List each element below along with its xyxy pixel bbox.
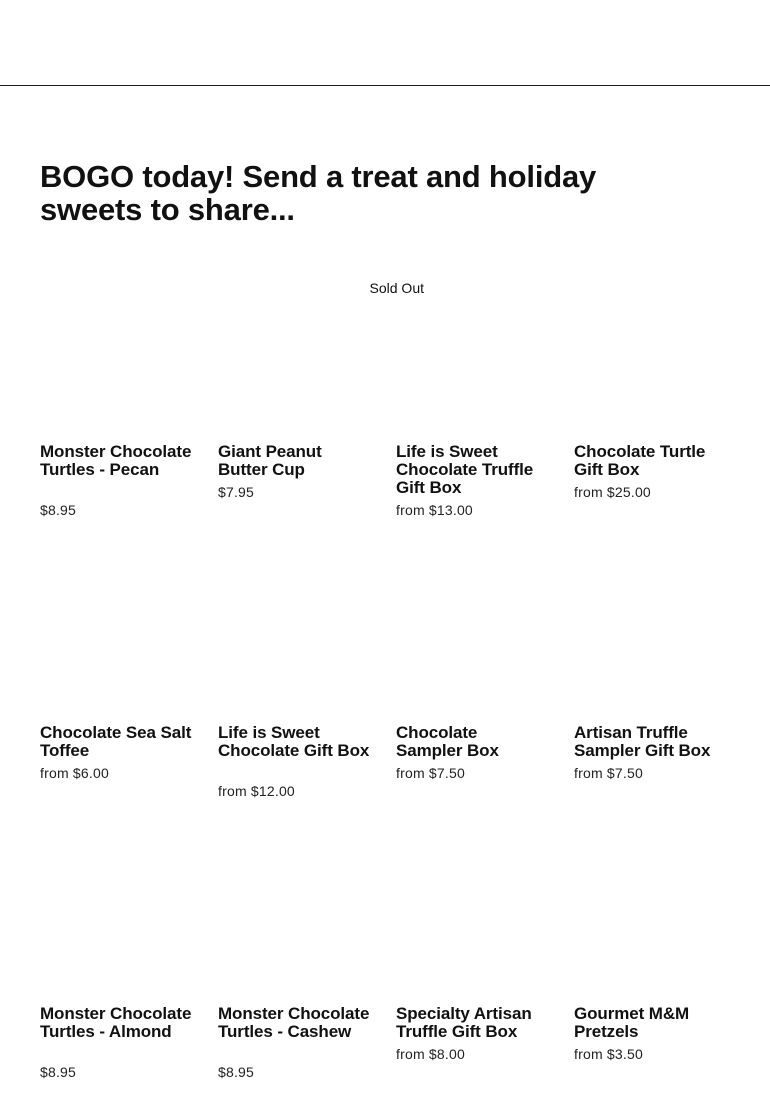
product-title[interactable]: Chocolate Sampler Box — [396, 723, 499, 760]
product-card[interactable] — [40, 828, 218, 1109]
product-image[interactable] — [396, 266, 546, 436]
product-card[interactable] — [574, 547, 752, 828]
product-card[interactable] — [40, 547, 218, 828]
product-title[interactable]: Chocolate Sea Salt Toffee — [40, 723, 192, 760]
product-title[interactable]: Gourmet M&M Pretzels — [574, 1004, 690, 1041]
product-price: from $25.00 — [574, 484, 651, 500]
product-image[interactable] — [40, 828, 190, 998]
product-image[interactable] — [574, 828, 724, 998]
product-price: $8.95 — [40, 1064, 77, 1080]
product-title[interactable]: Specialty Artisan Truffle Gift Box — [396, 1004, 532, 1041]
product-image[interactable] — [396, 547, 546, 717]
product-title[interactable]: Monster Chocolate Turtles - Almond — [40, 1004, 192, 1041]
product-price: $7.95 — [218, 484, 255, 500]
sold-out-badge: Sold Out — [369, 280, 424, 296]
product-image[interactable] — [40, 547, 190, 717]
product-price: $8.95 — [218, 1064, 255, 1080]
site-header — [0, 0, 770, 86]
product-image[interactable] — [218, 547, 368, 717]
product-image[interactable] — [218, 828, 368, 998]
product-price: from $12.00 — [218, 783, 295, 799]
product-row — [40, 828, 752, 1109]
product-image[interactable] — [218, 266, 368, 436]
product-row — [40, 266, 752, 547]
product-price: from $7.50 — [574, 765, 643, 781]
product-card[interactable] — [396, 828, 574, 1109]
product-card[interactable] — [574, 266, 752, 547]
product-title[interactable]: Giant Peanut Butter Cup — [218, 442, 322, 479]
product-card[interactable] — [396, 547, 574, 828]
product-image[interactable] — [574, 547, 724, 717]
product-card[interactable] — [574, 828, 752, 1109]
product-title[interactable]: Chocolate Turtle Gift Box — [574, 442, 706, 479]
product-card[interactable] — [218, 828, 396, 1109]
product-price: from $3.50 — [574, 1046, 643, 1062]
product-title[interactable]: Artisan Truffle Sampler Gift Box — [574, 723, 711, 760]
product-image[interactable] — [40, 266, 190, 436]
product-row — [40, 547, 752, 828]
product-price: from $13.00 — [396, 502, 473, 518]
product-price: $8.95 — [40, 502, 77, 518]
product-card[interactable] — [396, 266, 574, 547]
product-title[interactable]: Life is Sweet Chocolate Gift Box — [218, 723, 370, 760]
product-price: from $6.00 — [40, 765, 109, 781]
product-card[interactable] — [40, 266, 218, 547]
product-price: from $7.50 — [396, 765, 465, 781]
product-title[interactable]: Monster Chocolate Turtles - Cashew — [218, 1004, 370, 1041]
product-title[interactable]: Life is Sweet Chocolate Truffle Gift Box — [396, 442, 534, 497]
product-image[interactable] — [574, 266, 724, 436]
product-title[interactable]: Monster Chocolate Turtles - Pecan — [40, 442, 192, 479]
product-grid — [40, 266, 752, 1109]
product-price: from $8.00 — [396, 1046, 465, 1062]
product-card[interactable] — [218, 547, 396, 828]
collection-heading: BOGO today! Send a treat and holiday sweets to share... — [40, 159, 597, 227]
product-image[interactable] — [396, 828, 546, 998]
product-card[interactable] — [218, 266, 424, 547]
